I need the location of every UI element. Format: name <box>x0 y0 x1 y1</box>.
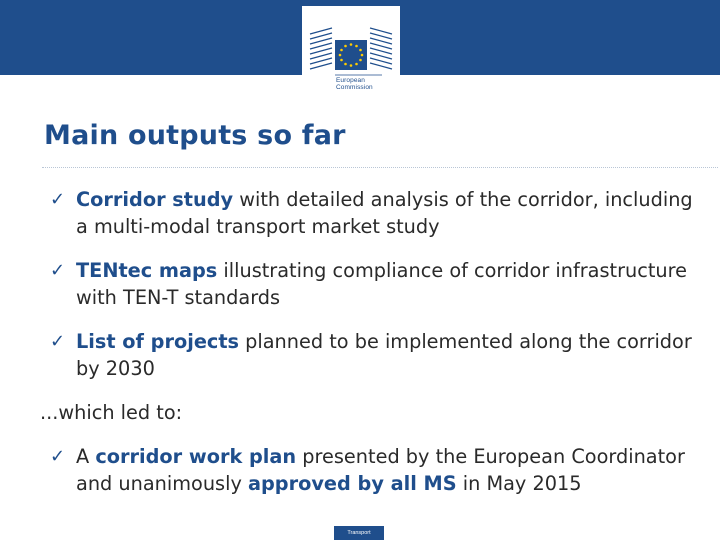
bullet-suffix: in May 2015 <box>456 472 582 495</box>
bullet-text: illustrating compliance of corridor infrastructure with TEN-T standards <box>76 259 687 309</box>
logo-text <box>336 77 373 91</box>
bullet-bold: Corridor study <box>76 188 234 211</box>
bullet-text: presented by the European Coordinator and unanimously <box>76 445 685 495</box>
checkmark-icon: ✓ <box>50 331 66 352</box>
bullet-bold: corridor work plan <box>95 445 297 468</box>
checkmark-icon: ✓ <box>50 260 66 281</box>
bullet-text: planned to be implemented along the corridor by 2030 <box>76 330 692 380</box>
bullet-bold-approved: approved by all MS <box>247 472 457 495</box>
logo-text-line1: European <box>336 77 365 84</box>
footer-transport-tag: Transport <box>334 526 384 540</box>
eu-commission-logo <box>302 6 400 101</box>
title-divider <box>42 167 718 168</box>
slide-title: Main outputs so far <box>44 120 346 151</box>
transition-text: ...which led to: <box>40 401 183 424</box>
checkmark-icon: ✓ <box>50 446 66 467</box>
logo-text-line2: Commission <box>336 84 373 91</box>
bullet-prefix: A <box>76 445 96 468</box>
bullet-bold: TENtec maps <box>76 259 218 282</box>
bullet-item-work-plan <box>46 443 706 497</box>
bullet-item-tentec-maps <box>46 257 706 311</box>
bullet-item-list-of-projects <box>46 328 706 382</box>
bullet-bold: List of projects <box>76 330 240 353</box>
checkmark-icon: ✓ <box>50 189 66 210</box>
slide-content <box>40 186 706 514</box>
bullet-text: with detailed analysis of the corridor, including a multi-modal transport market study <box>76 188 693 238</box>
bullet-item-corridor-study <box>46 186 706 240</box>
